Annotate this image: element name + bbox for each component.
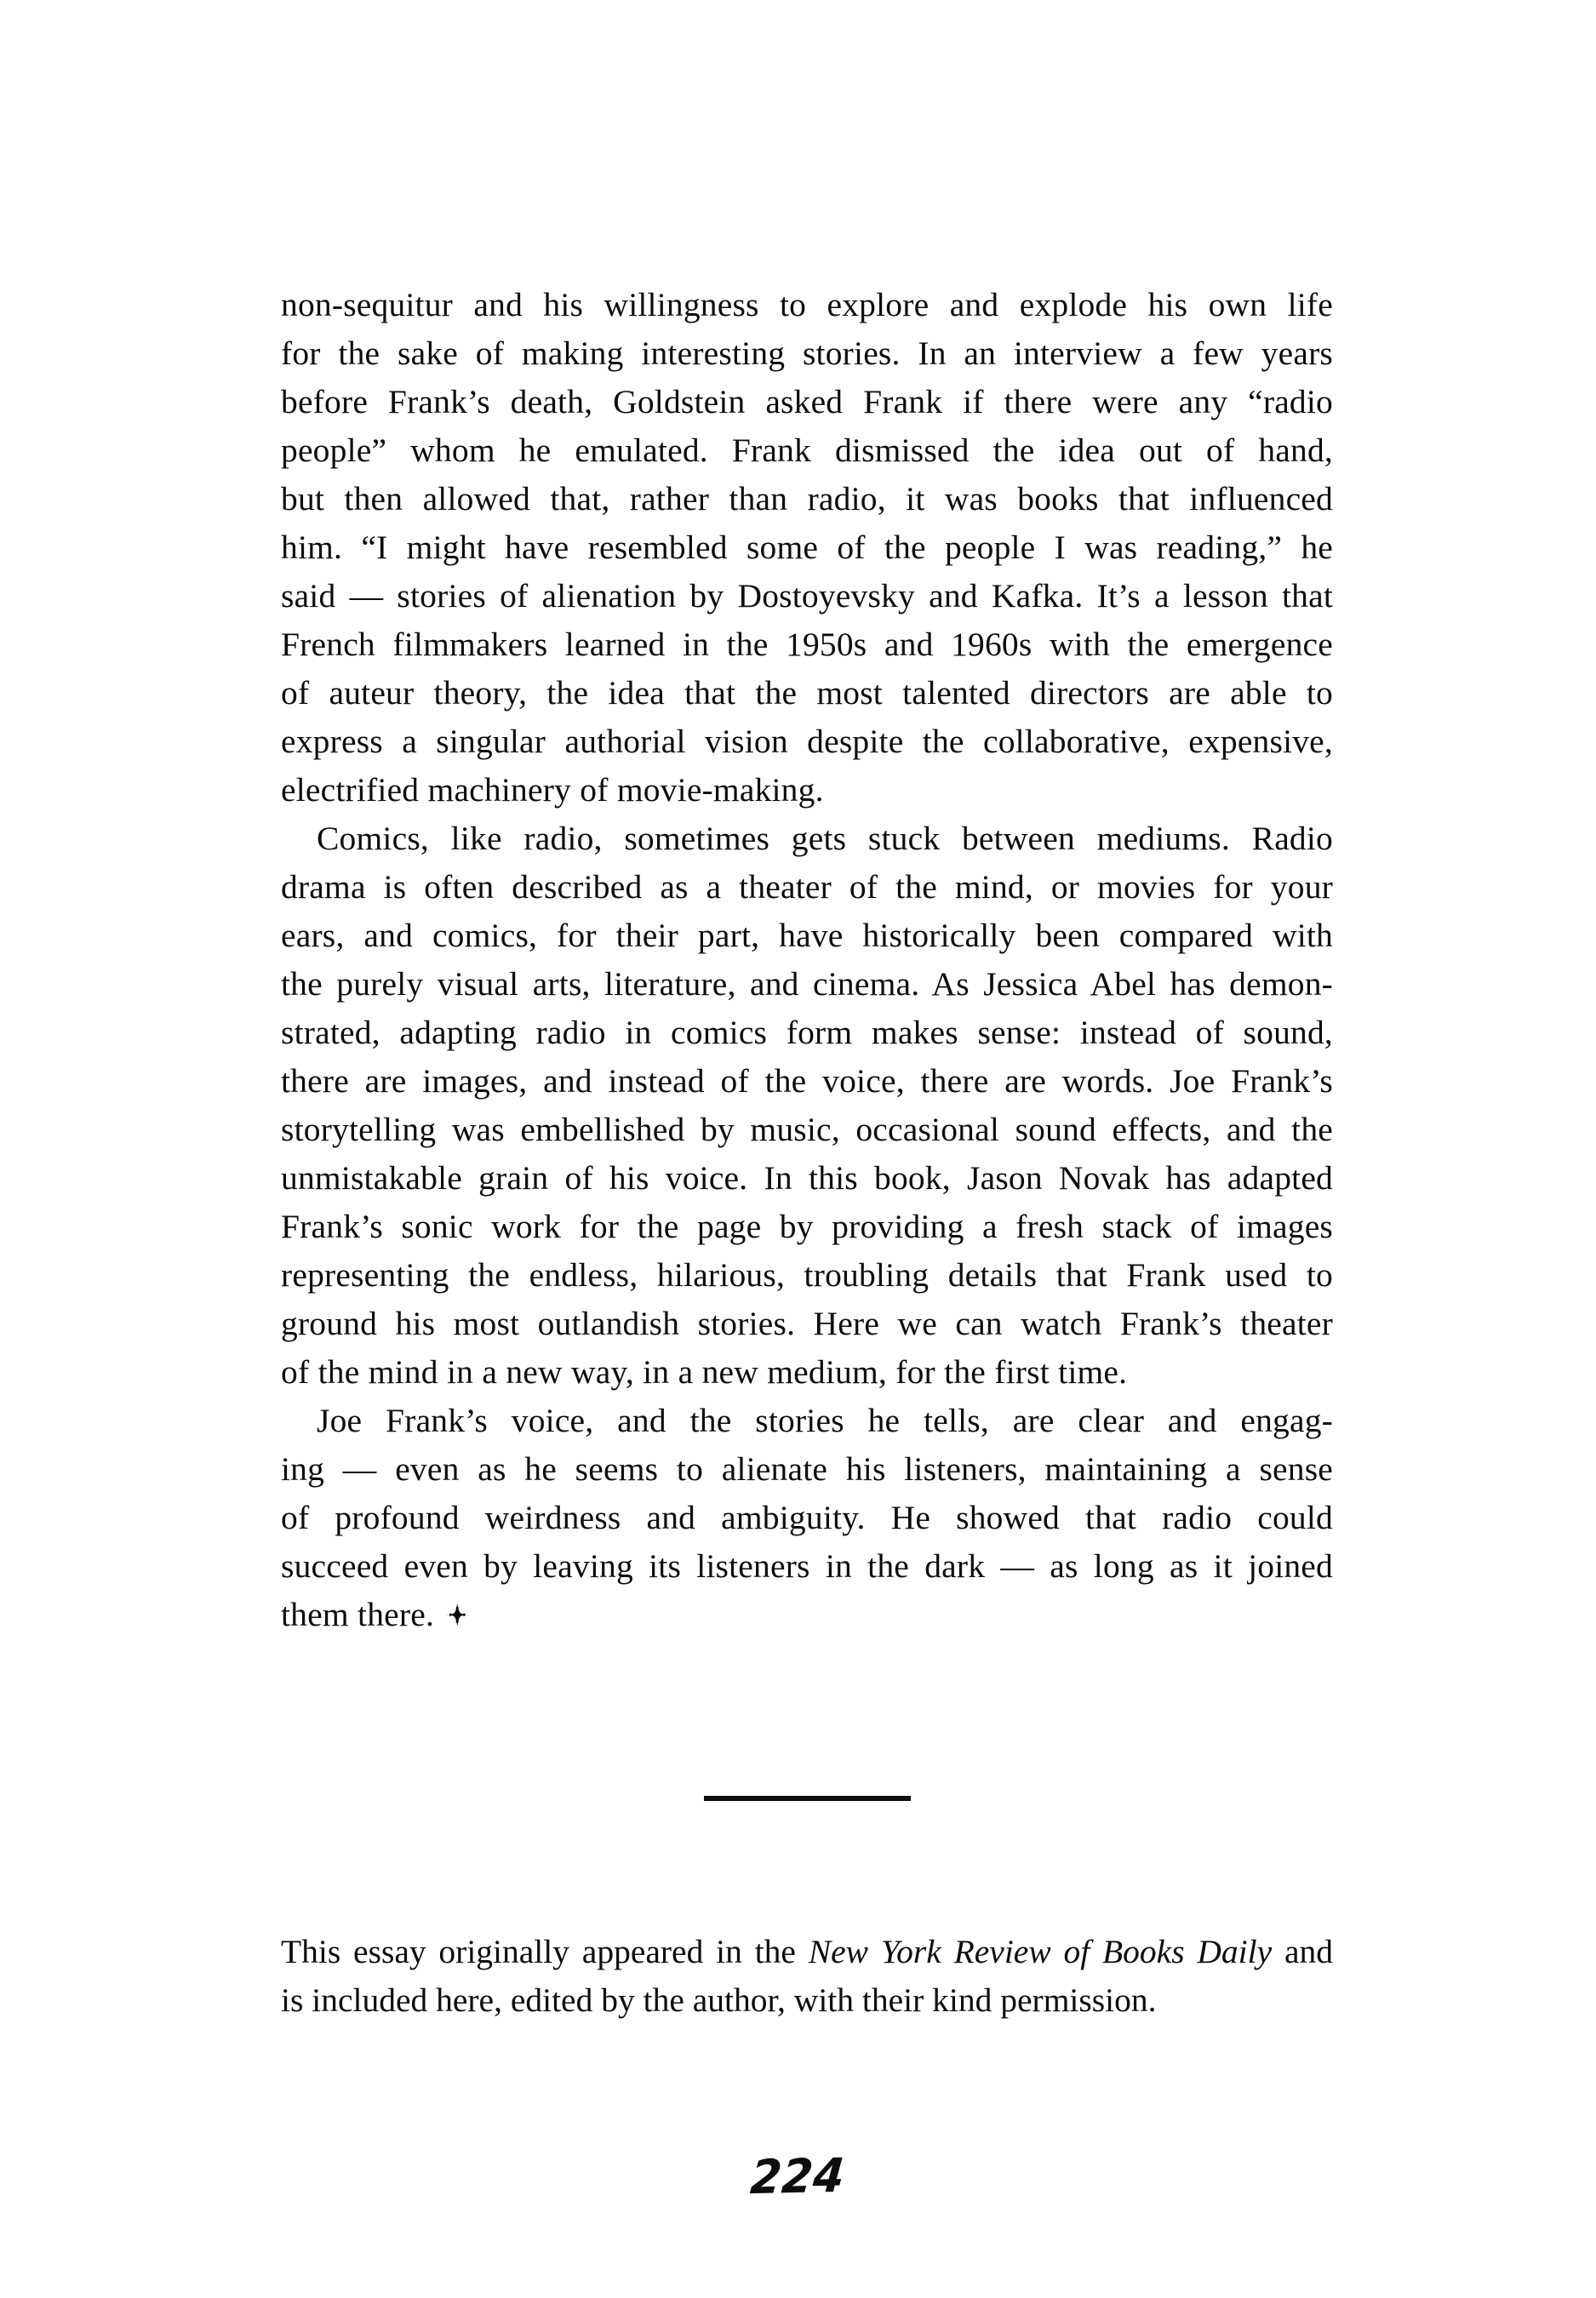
text-line: Joe Frank’s voice, and the stories he tells, are clear and engag-: [317, 1402, 1333, 1439]
source-note-text: [281, 1928, 1333, 2025]
text-line: ing — even as he seems to alienate his listeners, maintaining a sense: [281, 1450, 1333, 1488]
paragraph-1: [281, 281, 1333, 815]
section-divider: [281, 1791, 1333, 1806]
text-line: of profound weirdness and ambiguity. He showed that radio could: [281, 1499, 1333, 1536]
text-line: people” whom he emulated. Frank dismissed the idea out of hand,: [281, 432, 1333, 469]
text-line: drama is often described as a theater of the mind, or movies for your: [281, 868, 1333, 906]
paragraph-3: [281, 1397, 1333, 1639]
text-line: before Frank’s death, Goldstein asked Frank if there were any “radio: [281, 383, 1333, 420]
text-line: there are images, and instead of the voice, there are words. Joe Frank’s: [281, 1062, 1333, 1100]
text-line: ears, and comics, for their part, have historically been compared with: [281, 917, 1333, 954]
section-divider-rule: [704, 1796, 911, 1801]
source-note: [281, 1928, 1333, 2025]
source-note-conjunction: and: [1272, 1933, 1333, 1970]
source-note-line: [281, 1928, 1333, 1976]
fleuron-cross-ornament-icon: [445, 1603, 469, 1626]
text-line: Frank’s sonic work for the page by providing a fresh stack of images: [281, 1208, 1333, 1245]
publication-title: New York Review of Books Daily: [808, 1933, 1273, 1970]
text-line: of auteur theory, the idea that the most talented directors are able to: [281, 674, 1333, 712]
text-line: express a singular authorial vision despite the collaborative, expensive,: [281, 723, 1333, 760]
text-line: them there.: [281, 1596, 435, 1633]
source-note-line: is included here, edited by the author, with their kind permission.: [281, 1981, 1157, 2019]
source-note-lead-in: This essay originally appeared in the: [281, 1933, 809, 1970]
text-line: for the sake of making interesting stories. In an interview a few years: [281, 334, 1333, 372]
folio: [0, 2149, 1596, 2205]
text-line: ground his most outlandish stories. Here we can watch Frank’s theater: [281, 1305, 1333, 1342]
body-text-column: [281, 281, 1333, 1639]
text-line: succeed even by leaving its listeners in the dark — as long as it joined: [281, 1547, 1333, 1585]
text-line: but then allowed that, rather than radio, it was books that influenced: [281, 480, 1333, 517]
text-line: of the mind in a new way, in a new medium, for the first time.: [281, 1353, 1128, 1391]
paragraph-2: [281, 815, 1333, 1397]
text-line: him. “I might have resembled some of the people I was reading,” he: [281, 529, 1333, 566]
text-line: unmistakable grain of his voice. In this book, Jason Novak has adapted: [281, 1159, 1333, 1197]
text-line: electrified machinery of movie-making.: [281, 771, 824, 809]
text-line: representing the endless, hilarious, troubling details that Frank used to: [281, 1256, 1333, 1294]
text-line: said — stories of alienation by Dostoyevsky and Kafka. It’s a lesson that: [281, 577, 1333, 615]
page-number: 224: [748, 2149, 848, 2205]
text-line: non-sequitur and his willingness to explore and explode his own life: [281, 286, 1333, 323]
text-line: the purely visual arts, literature, and cinema. As Jessica Abel has demon-: [281, 965, 1333, 1003]
text-line: strated, adapting radio in comics form makes sense: instead of sound,: [281, 1014, 1333, 1051]
text-line: French filmmakers learned in the 1950s and 1960s with the emergence: [281, 626, 1333, 663]
text-line: Comics, like radio, sometimes gets stuck between mediums. Radio: [317, 820, 1333, 857]
text-line: storytelling was embellished by music, occasional sound effects, and the: [281, 1111, 1333, 1148]
text-line-with-endmark: [281, 1591, 1333, 1639]
